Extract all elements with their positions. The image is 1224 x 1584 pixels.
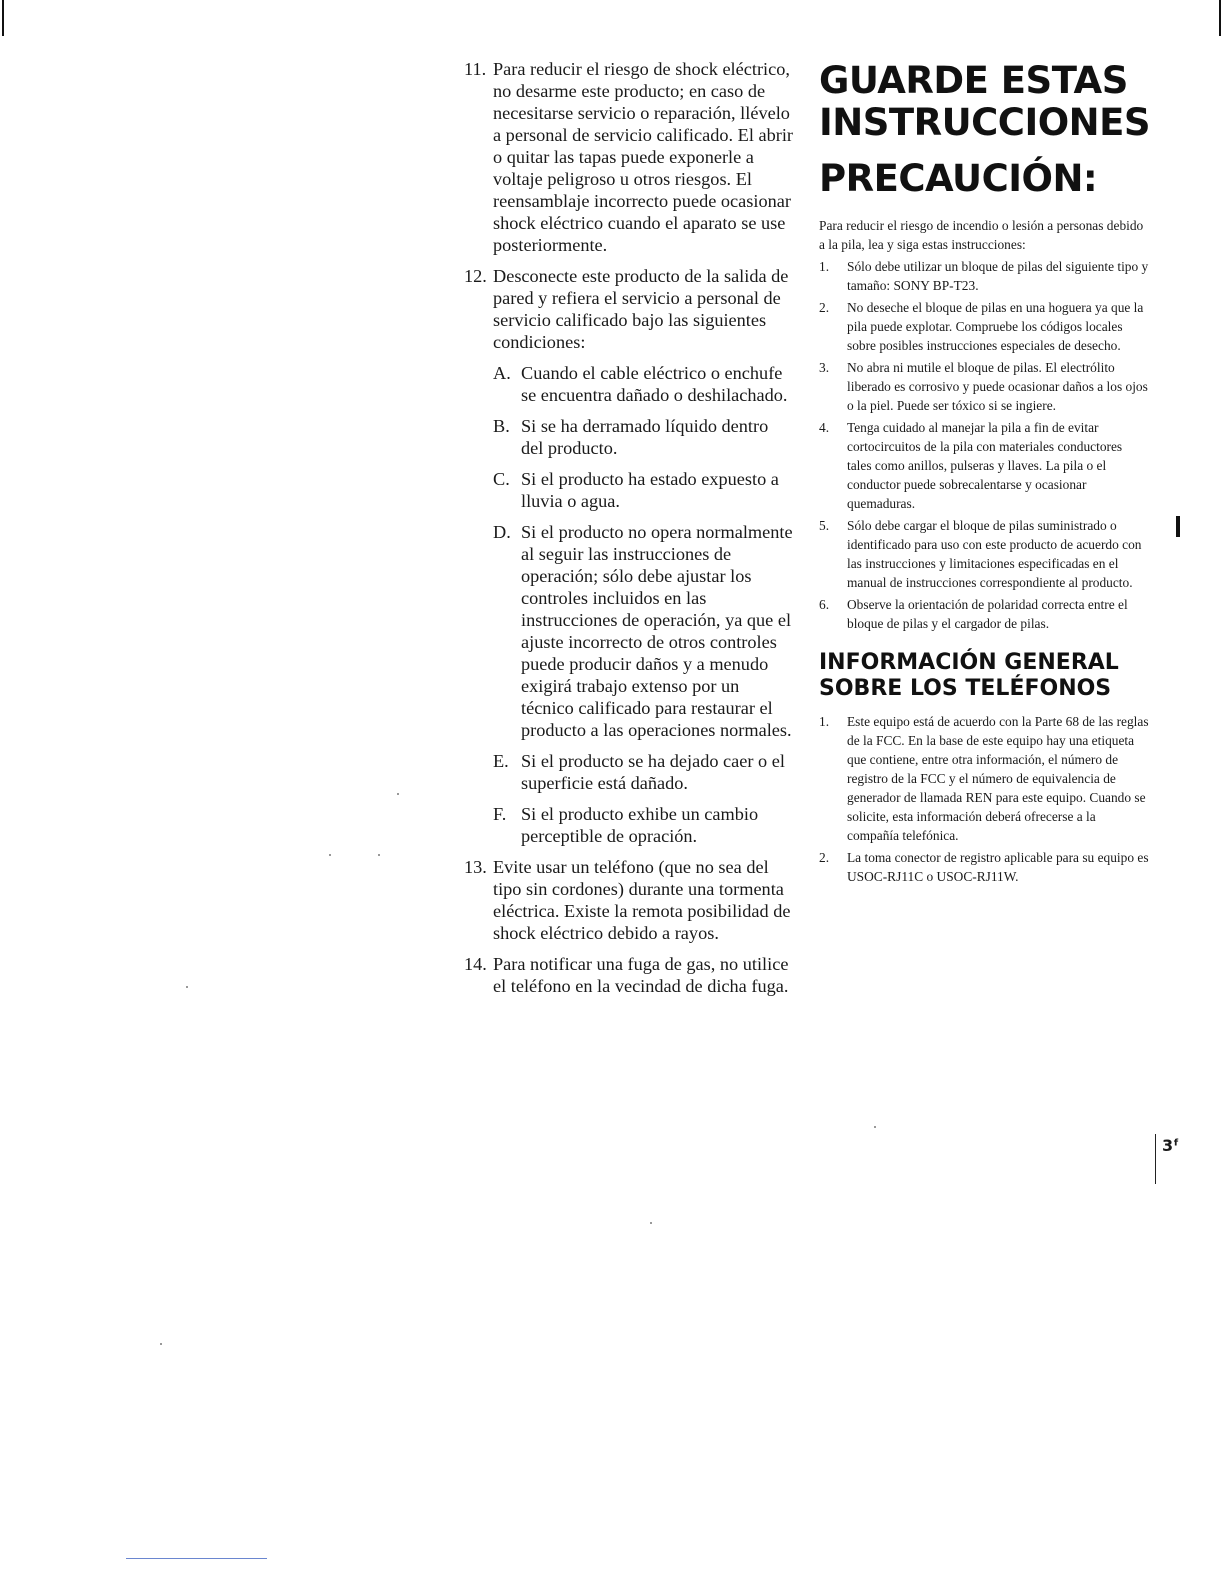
precaution-item-4 bbox=[819, 418, 1149, 513]
page-number: 3ᶠ bbox=[1162, 1136, 1180, 1155]
sub-item-text: Si el producto se ha dejado caer o el superficie está dañado. bbox=[521, 751, 785, 793]
item-text: Tenga cuidado al manejar la pila a fin de evitar cortocircuitos de la pila con materiales conductores tales como anillos, pulseras y llaves. La pila o el conductor puede sobrecalentarse y ocasionar quemaduras. bbox=[847, 420, 1123, 511]
precaution-item-6 bbox=[819, 595, 1149, 633]
item-text: Para notificar una fuga de gas, no utilice el teléfono en la vecindad de dicha fuga. bbox=[493, 954, 789, 996]
sub-item-text: Si el producto ha estado expuesto a lluvia o agua. bbox=[521, 469, 779, 511]
list-item-12 bbox=[464, 265, 794, 847]
item-text: Sólo debe cargar el bloque de pilas suministrado o identificado para uso con este producto de acuerdo con las instrucciones y limitaciones especificadas en el manual de instrucciones correspondiente al producto. bbox=[847, 518, 1142, 590]
list-item-11 bbox=[464, 58, 794, 256]
precaution-intro: Para reducir el riesgo de incendio o lesión a personas debido a la pila, lea y siga estas instrucciones: bbox=[819, 218, 1144, 252]
sub-item-text: Si el producto no opera normalmente al seguir las instrucciones de operación; sólo debe ajustar los controles incluidos en las instrucciones de operación, ya que el ajuste incorrecto de otros controles puede producir daños y a menudo exigirá trabajo extenso por un técnico calificado para restaurar el producto a las operaciones normales. bbox=[521, 522, 793, 740]
item-text: Este equipo está de acuerdo con la Parte 68 de las reglas de la FCC. En la base de este equipo hay una etiqueta que contiene, entre otra información, el número de registro de la FCC y el número de equivalencia de generador de llamada REN para este equipo. Cuando se solicite, esta información deberá ofrecerse a la compañía telefónica. bbox=[847, 714, 1149, 843]
list-item-14 bbox=[464, 953, 794, 997]
scan-speck bbox=[378, 854, 380, 856]
crop-mark-right bbox=[1219, 0, 1221, 36]
item-number: 14. bbox=[464, 954, 487, 974]
save-instructions-title bbox=[819, 60, 1149, 144]
scan-speck bbox=[186, 986, 188, 988]
sub-item-e bbox=[493, 750, 794, 794]
precaution-item-2 bbox=[819, 298, 1149, 355]
sub-item-f bbox=[493, 803, 794, 847]
item-text: Desconecte este producto de la salida de pared y refiera el servicio a personal de servicio calificado bajo las siguientes condiciones: bbox=[493, 266, 789, 352]
precaution-item-1 bbox=[819, 257, 1149, 295]
item-number: 5. bbox=[819, 518, 830, 533]
footer-rule bbox=[126, 1558, 267, 1559]
list-item-13 bbox=[464, 856, 794, 944]
item-number: 2. bbox=[819, 300, 830, 315]
left-column bbox=[464, 58, 794, 1006]
item-number: 13. bbox=[464, 857, 487, 877]
title-line-1: GUARDE ESTAS bbox=[819, 59, 1128, 102]
item-text: No abra ni mutile el bloque de pilas. El electrólito liberado es corrosivo y puede ocasionar daños a los ojos o la piel. Puede ser tóxico si se ingiere. bbox=[847, 360, 1148, 413]
sub-item-letter: C. bbox=[493, 469, 510, 489]
item-text: Sólo debe utilizar un bloque de pilas del siguiente tipo y tamaño: SONY BP-T23. bbox=[847, 259, 1149, 293]
precaution-item-3 bbox=[819, 358, 1149, 415]
item-number: 11. bbox=[464, 59, 487, 79]
item-text: Evite usar un teléfono (que no sea del tipo sin cordones) durante una tormenta eléctrica. Existe la remota posibilidad de shock eléctrico debido a rayos. bbox=[493, 857, 791, 943]
phone-info-title-line-1: INFORMACIÓN GENERAL bbox=[819, 650, 1119, 675]
info-item-1 bbox=[819, 712, 1149, 845]
section-tab-marker bbox=[1176, 516, 1180, 537]
item-number: 6. bbox=[819, 597, 830, 612]
precaution-item-5 bbox=[819, 516, 1149, 592]
item-number: 1. bbox=[819, 259, 830, 274]
sub-item-text: Si el producto exhibe un cambio perceptible de opración. bbox=[521, 804, 759, 846]
item-number: 3. bbox=[819, 360, 830, 375]
item-text: Para reducir el riesgo de shock eléctrico, no desarme este producto; en caso de necesitarse servicio o reparación, llévelo a personal de servicio calificado. El abrir o quitar las tapas puede exponerle a voltaje peligroso u otros riesgos. El reensamblaje incorrecto puede ocasionar shock eléctrico cuando el aparato se use posteriormente. bbox=[493, 59, 793, 255]
item-number: 1. bbox=[819, 714, 830, 729]
sub-item-a bbox=[493, 362, 794, 406]
scan-speck bbox=[329, 854, 331, 856]
item-number: 2. bbox=[819, 850, 830, 865]
item-text: No deseche el bloque de pilas en una hoguera ya que la pila puede explotar. Compruebe los códigos locales sobre posibles instrucciones especiales de desecho. bbox=[847, 300, 1144, 353]
title-line-2: INSTRUCCIONES bbox=[819, 101, 1151, 144]
item-number: 12. bbox=[464, 266, 487, 286]
item-text: Observe la orientación de polaridad correcta entre el bloque de pilas y el cargador de pilas. bbox=[847, 597, 1128, 631]
sub-item-b bbox=[493, 415, 794, 459]
sub-item-text: Cuando el cable eléctrico o enchufe se encuentra dañado o deshilachado. bbox=[521, 363, 788, 405]
sub-item-letter: A. bbox=[493, 363, 511, 383]
sub-item-letter: B. bbox=[493, 416, 510, 436]
item-text: La toma conector de registro aplicable para su equipo es USOC-RJ11C o USOC-RJ11W. bbox=[847, 850, 1149, 884]
crop-mark-left bbox=[2, 0, 4, 36]
sub-item-letter: D. bbox=[493, 522, 511, 542]
scan-speck bbox=[650, 1222, 652, 1224]
sub-item-letter: F. bbox=[493, 804, 507, 824]
phone-info-title bbox=[819, 650, 1149, 702]
sub-item-text: Si se ha derramado líquido dentro del producto. bbox=[521, 416, 769, 458]
item-number: 4. bbox=[819, 420, 830, 435]
precaution-title: PRECAUCIÓN: bbox=[819, 157, 1098, 200]
right-column bbox=[819, 60, 1149, 889]
scan-speck bbox=[397, 793, 399, 795]
sub-item-d bbox=[493, 521, 794, 741]
info-item-2 bbox=[819, 848, 1149, 886]
phone-info-title-line-2: SOBRE LOS TELÉFONOS bbox=[819, 676, 1112, 701]
page-number-rule bbox=[1155, 1134, 1156, 1184]
sub-item-letter: E. bbox=[493, 751, 509, 771]
scan-speck bbox=[874, 1126, 876, 1128]
sub-item-c bbox=[493, 468, 794, 512]
scan-speck bbox=[160, 1343, 162, 1345]
